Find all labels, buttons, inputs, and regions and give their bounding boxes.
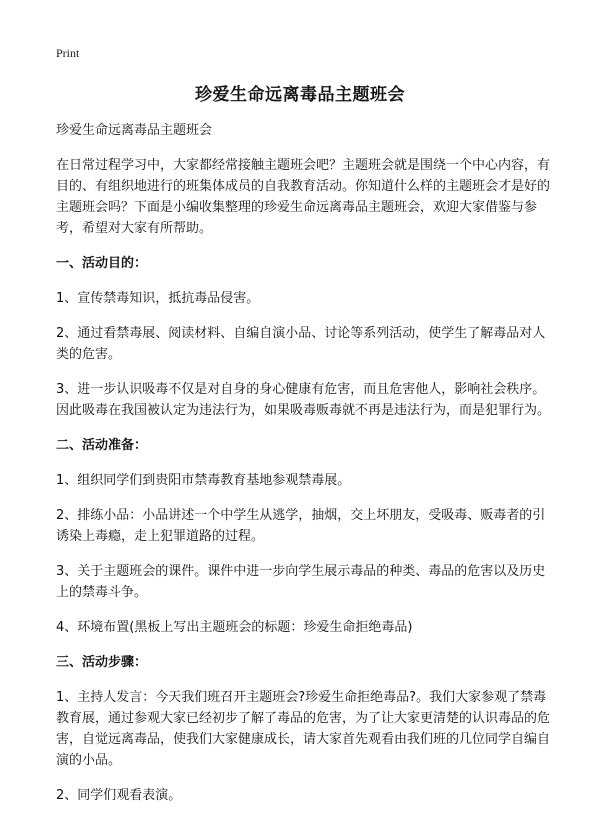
list-item: 3、关于主题班会的课件。课件中进一步向学生展示毒品的种类、毒品的危害以及历史上的禁毒斗争。 — [56, 564, 546, 600]
intro-paragraph: 在日常过程学习中，大家都经常接触主题班会吧？主题班会就是围绕一个中心内容，有目的、有组织地进行的班集体成员的自我教育活动。你知道什么样的主题班会才是好的主题班会吗？下面是小编收集整理的珍爱生命远离毒品主题班会，欢迎大家借鉴与参考，希望对大家有所帮助。 — [56, 158, 551, 236]
list-item: 3、进一步认识吸毒不仅是对自身的身心健康有危害，而且危害他人，影响社会秩序。因此吸毒在我国被认定为违法行为，如果吸毒贩毒就不再是违法行为，而是犯罪行为。 — [56, 382, 551, 418]
list-item: 1、主持人发言：今天我们班召开主题班会?珍爱生命拒绝毒品?。我们大家参观了禁毒教育展，通过参观大家已经初步了解了毒品的危害，为了让大家更清楚的认识毒品的危害，自觉远离毒品，使我们大家健康成长，请大家首先观看由我们班的几位同学自编自演的小品。 — [56, 690, 551, 768]
document-body — [56, 120, 554, 820]
section-heading-steps: 三、活动步骤： — [56, 655, 148, 670]
document-subtitle: 珍爱生命远离毒品主题班会 — [56, 123, 213, 138]
list-item: 2、排练小品：小品讲述一个中学生从逃学，抽烟，交上坏朋友，受吸毒、贩毒者的引诱染上毒瘾，走上犯罪道路的过程。 — [56, 508, 546, 544]
list-item: 2、通过看禁毒展、阅读材料、自编自演小品、讨论等系列活动，使学生了解毒品对人类的危害。 — [56, 326, 546, 362]
print-label: Print — [56, 46, 80, 60]
section-heading-purpose: 一、活动目的： — [56, 256, 148, 271]
list-item: 1、宣传禁毒知识，抵抗毒品侵害。 — [56, 291, 260, 306]
list-item: 1、组织同学们到贵阳市禁毒教育基地参观禁毒展。 — [56, 473, 351, 488]
list-item: 2、同学们观看表演。 — [56, 788, 182, 803]
list-item: 4、环境布置(黑板上写出主题班会的标题：珍爱生命拒绝毒品) — [56, 620, 413, 635]
section-heading-preparation: 二、活动准备： — [56, 438, 148, 453]
document-title: 珍爱生命远离毒品主题班会 — [195, 85, 405, 105]
